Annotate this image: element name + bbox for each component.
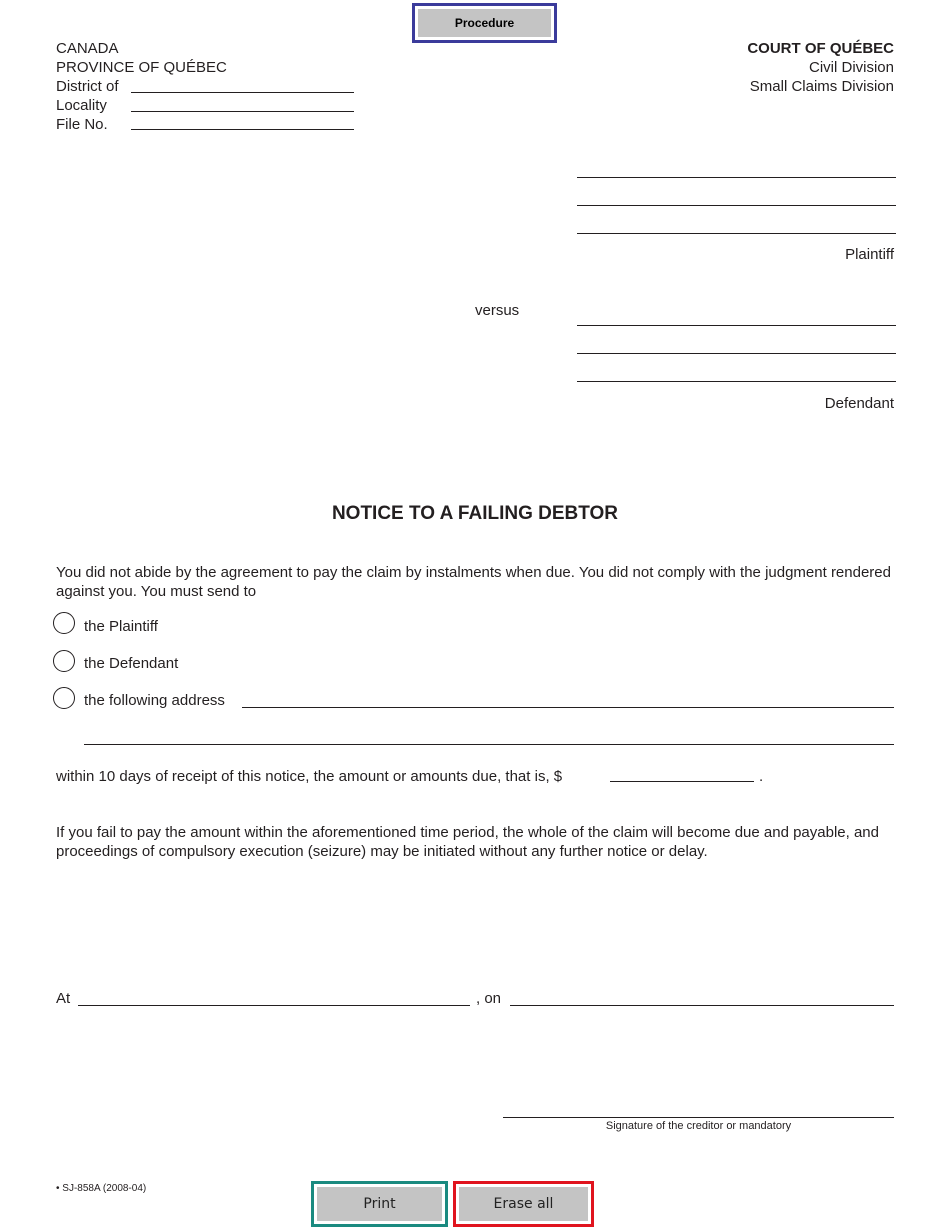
option-plaintiff-label: the Plaintiff <box>84 618 158 635</box>
on-label: , on <box>476 990 502 1007</box>
procedure-button-face <box>418 9 551 37</box>
amount-sentence: within 10 days of receipt of this notice, the amount or amounts due, that is, $ <box>56 768 563 785</box>
radio-defendant[interactable] <box>53 650 75 672</box>
amount-period: . <box>759 768 764 785</box>
locality-field[interactable] <box>131 111 354 112</box>
notice-title: NOTICE TO A FAILING DEBTOR <box>331 503 619 524</box>
district-label: District of <box>56 78 119 95</box>
court-title: COURT OF QUÉBEC <box>747 40 894 57</box>
date-field[interactable] <box>510 1005 894 1006</box>
locality-label: Locality <box>56 97 107 114</box>
procedure-button[interactable] <box>412 3 557 43</box>
file-number-label: File No. <box>56 116 108 133</box>
print-button[interactable] <box>311 1181 448 1227</box>
form-code: • SJ-858A (2008-04) <box>56 1183 147 1194</box>
option-defendant-label: the Defendant <box>84 655 179 672</box>
address-line-1[interactable] <box>242 707 894 708</box>
erase-all-button[interactable] <box>453 1181 594 1227</box>
print-button-face <box>317 1187 442 1221</box>
erase-all-button-face <box>459 1187 588 1221</box>
small-claims-label: Small Claims Division <box>749 78 894 95</box>
radio-address[interactable] <box>53 687 75 709</box>
signature-line[interactable] <box>503 1117 894 1118</box>
at-label: At <box>56 990 71 1007</box>
address-line-2[interactable] <box>84 744 894 745</box>
district-field[interactable] <box>131 92 354 93</box>
erase-all-button-label: Erase all <box>493 1196 554 1212</box>
country-label: CANADA <box>56 40 119 57</box>
defendant-line-3[interactable] <box>577 381 896 382</box>
place-field[interactable] <box>78 1005 470 1006</box>
file-number-field[interactable] <box>131 129 354 130</box>
signature-caption: Signature of the creditor or mandatory <box>605 1120 792 1132</box>
plaintiff-line-3[interactable] <box>577 233 896 234</box>
radio-plaintiff[interactable] <box>53 612 75 634</box>
defendant-line-2[interactable] <box>577 353 896 354</box>
defendant-line-1[interactable] <box>577 325 896 326</box>
plaintiff-line-1[interactable] <box>577 177 896 178</box>
amount-field[interactable] <box>610 781 754 782</box>
civil-division-label: Civil Division <box>808 59 894 76</box>
procedure-button-label: Procedure <box>454 16 515 30</box>
print-button-label: Print <box>363 1196 396 1212</box>
option-address-label: the following address <box>84 692 225 709</box>
plaintiff-line-2[interactable] <box>577 205 896 206</box>
intro-paragraph: You did not abide by the agreement to pay the claim by instalments when due. You did not comply with the judgment rendered against you. You must send to <box>56 564 891 600</box>
province-label: PROVINCE OF QUÉBEC <box>56 59 227 76</box>
plaintiff-label: Plaintiff <box>845 246 894 263</box>
versus-label: versus <box>475 302 520 319</box>
defendant-label: Defendant <box>824 395 894 412</box>
warning-paragraph: If you fail to pay the amount within the aforementioned time period, the whole of the claim will become due and payable, and proceedings of compulsory execution (seizure) may be initiated without any further notice or delay. <box>56 824 879 860</box>
